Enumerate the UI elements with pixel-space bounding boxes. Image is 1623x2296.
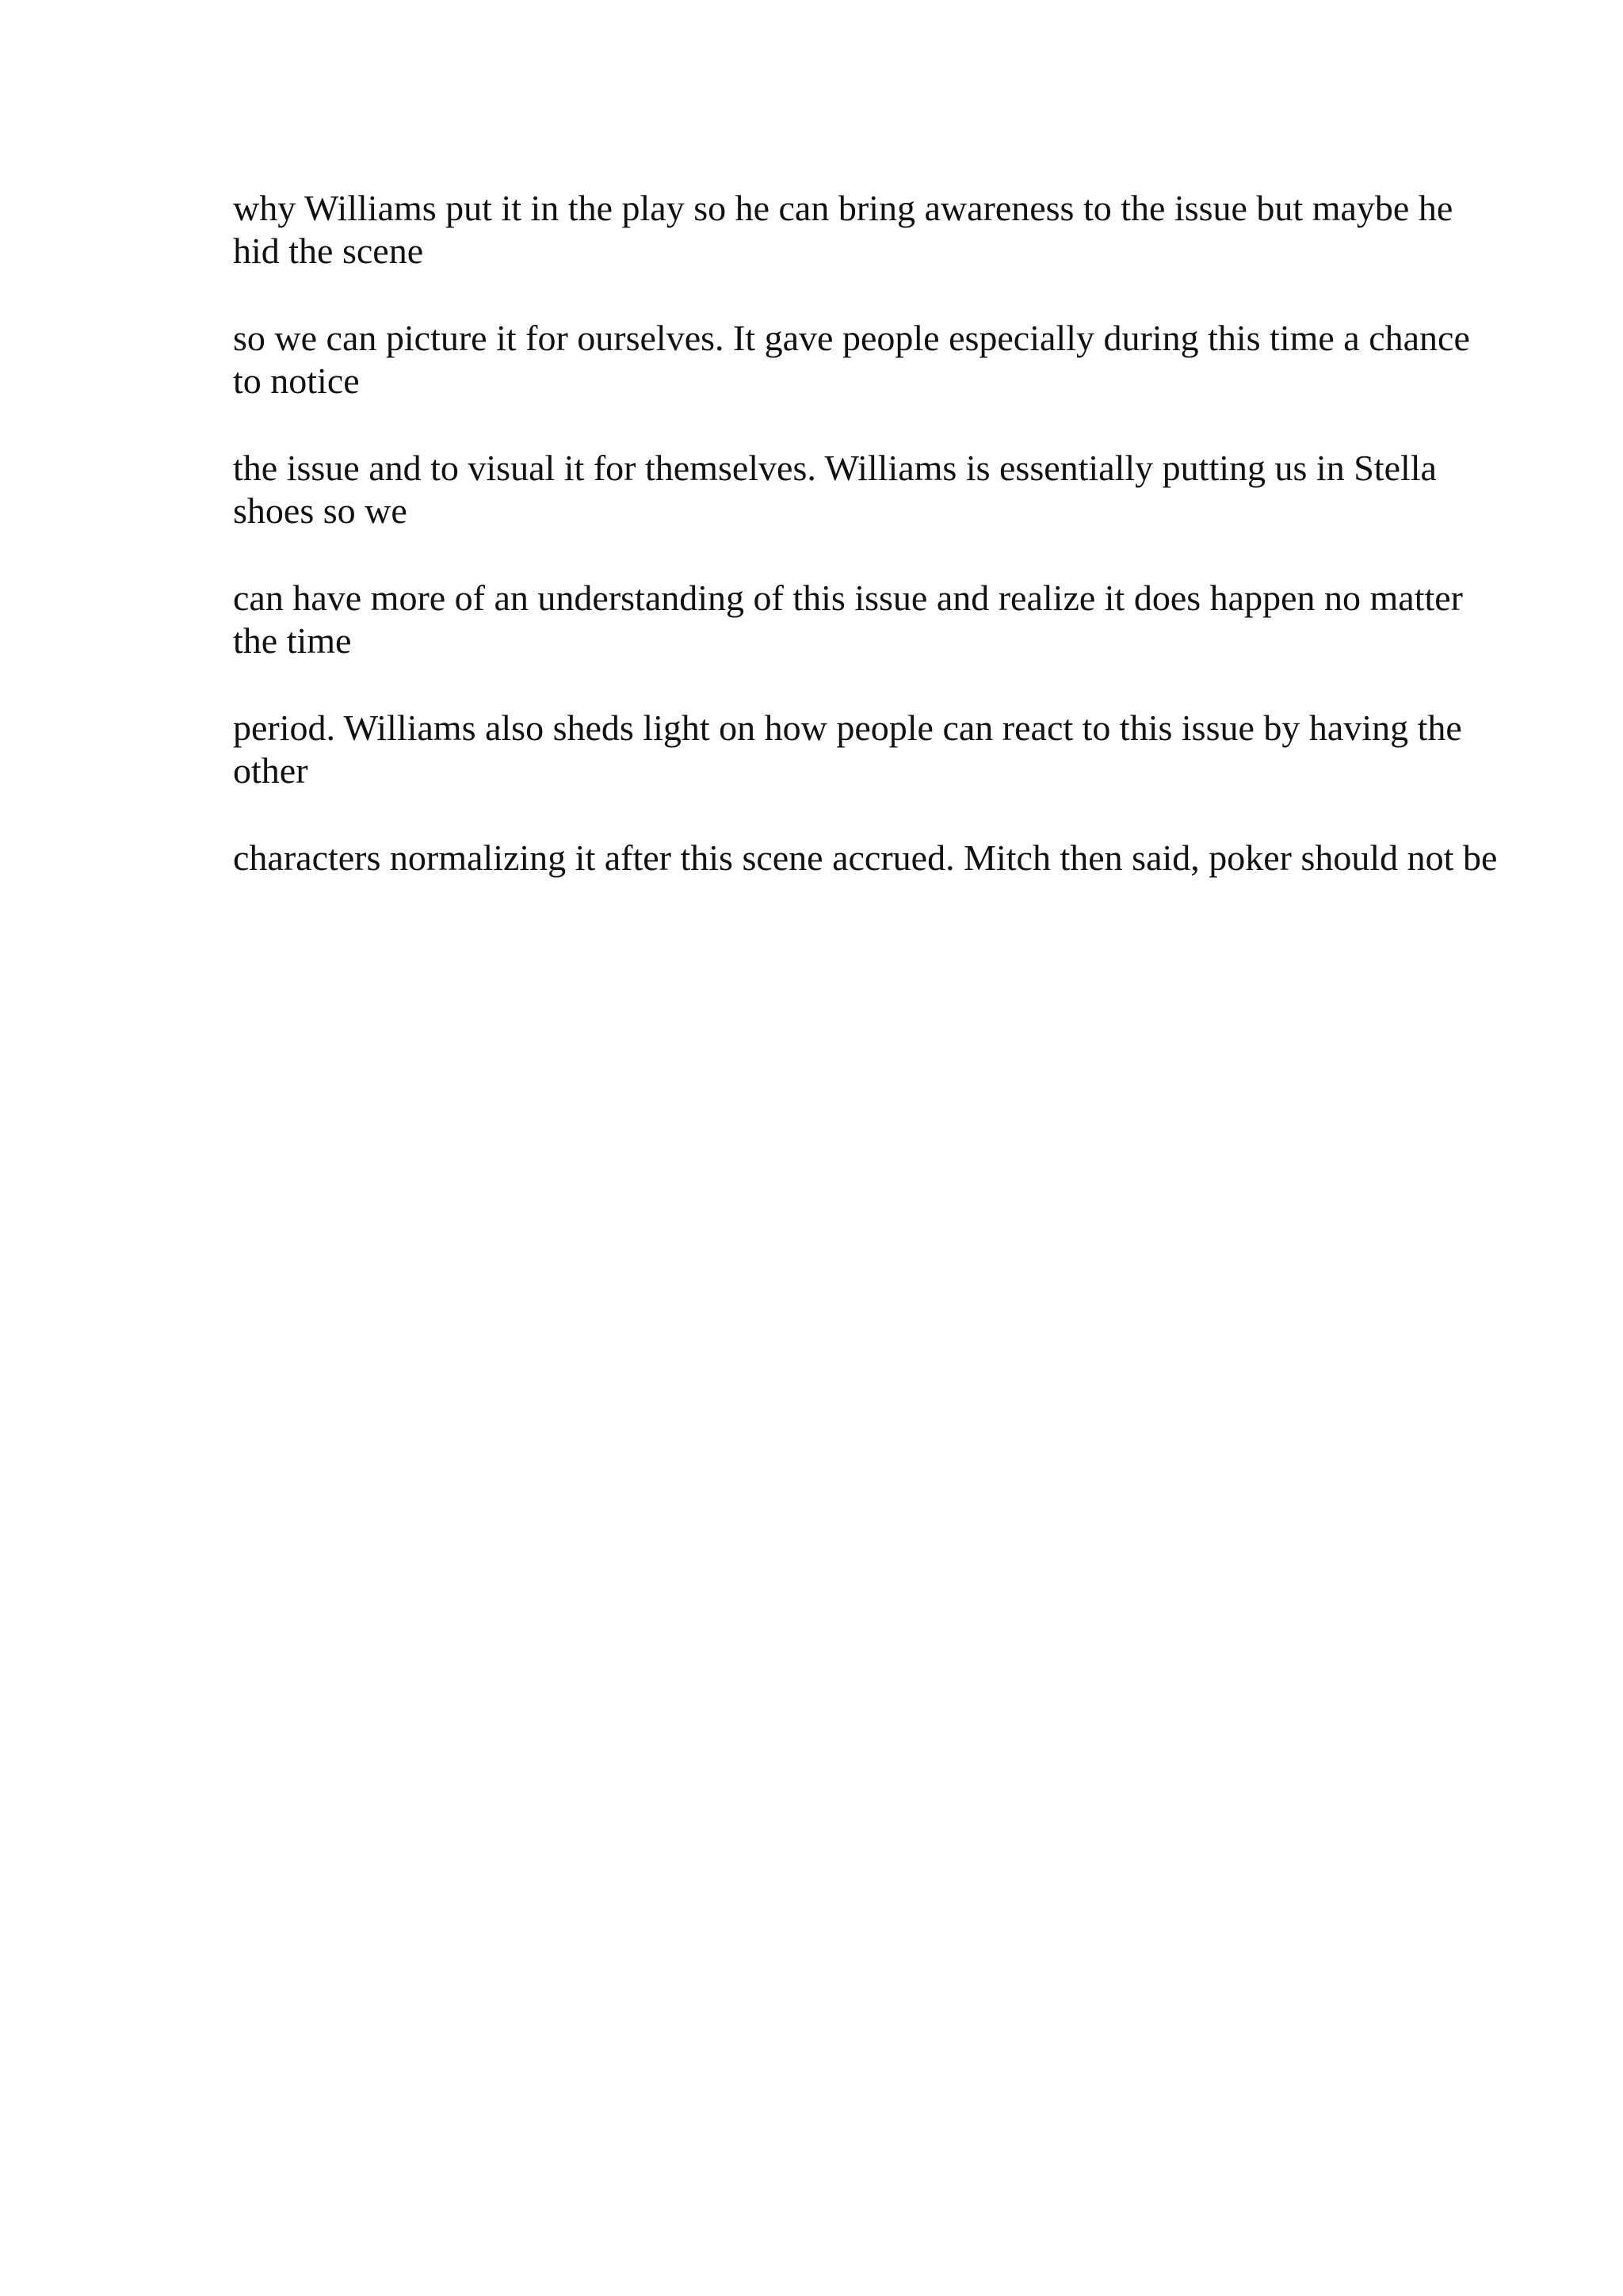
paragraph [233, 577, 1541, 662]
text-line: why Williams put it in the play so he can bring awareness to the issue but maybe he [233, 188, 1453, 228]
text-line: the issue and to visual it for themselves. Williams is essentially putting us in Stella [233, 448, 1437, 488]
text-line: so we can picture it for ourselves. It gave people especially during this time a chance [233, 318, 1470, 358]
text-line: period. Williams also sheds light on how people can react to this issue by having the [233, 707, 1462, 748]
paragraph [233, 187, 1541, 273]
paragraph [233, 837, 1541, 879]
text-line: can have more of an understanding of this issue and realize it does happen no matter [233, 578, 1463, 618]
text-line: hid the scene [233, 231, 424, 271]
body-text [233, 187, 1541, 924]
text-line: shoes so we [233, 490, 407, 531]
paragraph [233, 447, 1541, 532]
paragraph [233, 317, 1541, 402]
paragraph [233, 707, 1541, 792]
text-line: characters normalizing it after this scene accrued. Mitch then said, poker should not be [233, 837, 1498, 878]
text-line: other [233, 750, 308, 791]
text-line: to notice [233, 360, 360, 401]
text-line: the time [233, 620, 352, 661]
